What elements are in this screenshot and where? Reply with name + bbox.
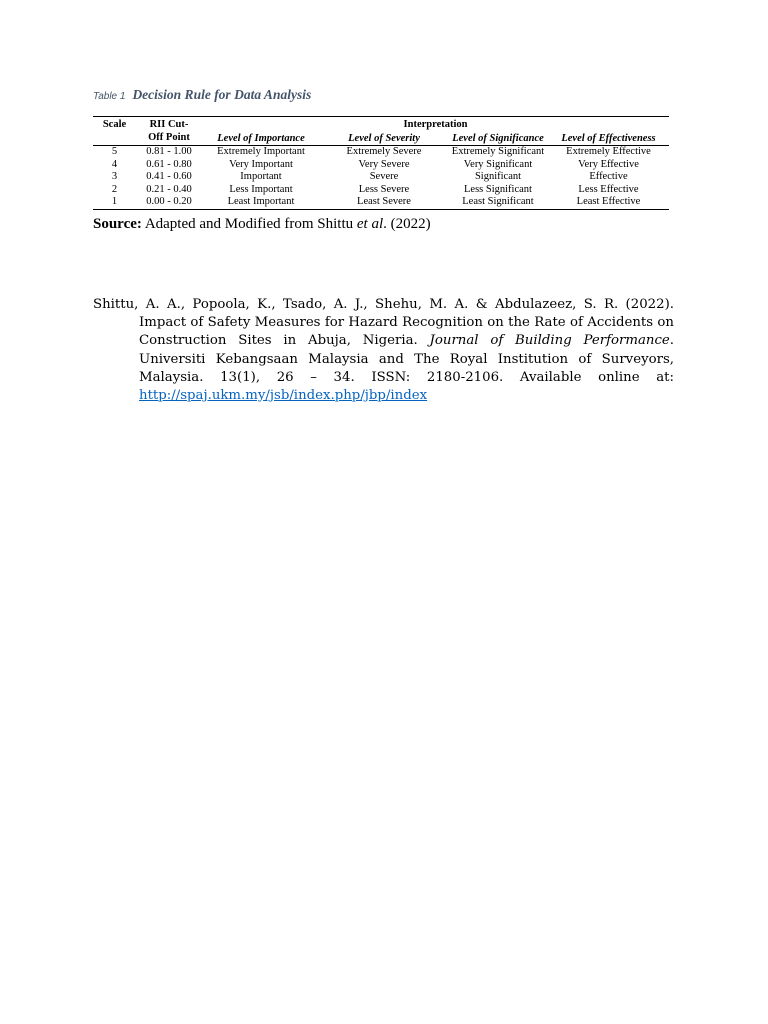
cell-severity: Severe: [369, 171, 399, 182]
cell-importance: Important: [240, 171, 282, 182]
table-header-row: [93, 117, 669, 132]
reference-journal: Journal of Building Performance: [429, 333, 670, 349]
header-rii-line2: Off Point: [148, 131, 190, 143]
table-caption-title: Decision Rule for Data Analysis: [132, 87, 312, 102]
cell-significance: Very Significant: [463, 158, 533, 170]
table-row: [93, 184, 669, 197]
cell-rii: 0.61 - 0.80: [146, 158, 192, 170]
table-caption: [93, 86, 311, 104]
table-row: [93, 159, 669, 172]
reference-link[interactable]: http://spaj.ukm.my/jsb/index.php/jbp/index: [139, 388, 428, 404]
decision-rule-table: [93, 116, 669, 210]
source-label: Source:: [93, 216, 142, 232]
header-scale: Scale: [93, 117, 136, 146]
reference-entry: [93, 296, 674, 405]
source-text: Adapted and Modified from Shittu: [141, 216, 357, 232]
cell-scale: 3: [111, 171, 118, 182]
cell-scale: 4: [111, 158, 118, 170]
table-row: [93, 146, 669, 159]
cell-severity: Less Severe: [358, 183, 410, 195]
cell-severity: Very Severe: [358, 158, 410, 170]
cell-effectiveness: Effective: [589, 171, 628, 182]
header-rii-line1: RII Cut-: [149, 119, 189, 130]
cell-importance: Extremely Important: [217, 146, 305, 157]
table-row: [93, 196, 669, 209]
cell-rii: 0.21 - 0.40: [146, 183, 192, 195]
cell-significance: Significant: [474, 171, 522, 182]
reference-authors: Shittu, A. A., Popoola, K., Tsado, A. J., Shehu, M. A. & Abdulazeez, S. R. (2022). Impact of Safety Measures for Hazard Recognition on the Rate of Accidents on Construction Sites in Abuja, Nigeria.: [93, 297, 674, 349]
header-rii-cutoff: [136, 117, 202, 146]
cell-significance: Extremely Significant: [451, 146, 545, 157]
header-significance: Level of Significance: [448, 132, 548, 146]
cell-scale: 5: [111, 146, 118, 157]
header-severity: Level of Severity: [320, 132, 448, 146]
table-row: [93, 171, 669, 184]
cell-rii: 0.41 - 0.60: [146, 171, 192, 182]
header-importance: Level of Importance: [202, 132, 320, 146]
source-note: [93, 216, 431, 233]
cell-effectiveness: Extremely Effective: [566, 146, 651, 157]
cell-effectiveness: Less Effective: [578, 183, 639, 195]
cell-severity: Extremely Severe: [346, 146, 422, 157]
reference-details: . Universiti Kebangsaan Malaysia and The Royal Institution of Surveyors, Malaysia. 13(1), 26 – 34. ISSN: 2180-2106. Available online at:: [139, 333, 675, 385]
cell-significance: Least Significant: [448, 196, 548, 209]
cell-significance: Less Significant: [464, 183, 532, 195]
cell-scale: 2: [111, 183, 118, 195]
cell-scale: 1: [93, 196, 136, 209]
header-interpretation: Interpretation: [202, 117, 669, 132]
cell-severity: Least Severe: [320, 196, 448, 209]
header-effectiveness: Level of Effectiveness: [548, 132, 669, 146]
table-caption-label: Table 1: [93, 91, 126, 102]
source-year: . (2022): [383, 216, 431, 232]
cell-importance: Very Important: [229, 158, 293, 170]
source-etal: et al: [356, 216, 384, 232]
cell-importance: Least Important: [202, 196, 320, 209]
cell-importance: Less Important: [229, 183, 293, 195]
cell-effectiveness: Very Effective: [578, 158, 639, 170]
cell-effectiveness: Least Effective: [548, 196, 669, 209]
cell-rii: 0.81 - 1.00: [146, 146, 192, 157]
cell-rii: 0.00 - 0.20: [136, 196, 202, 209]
